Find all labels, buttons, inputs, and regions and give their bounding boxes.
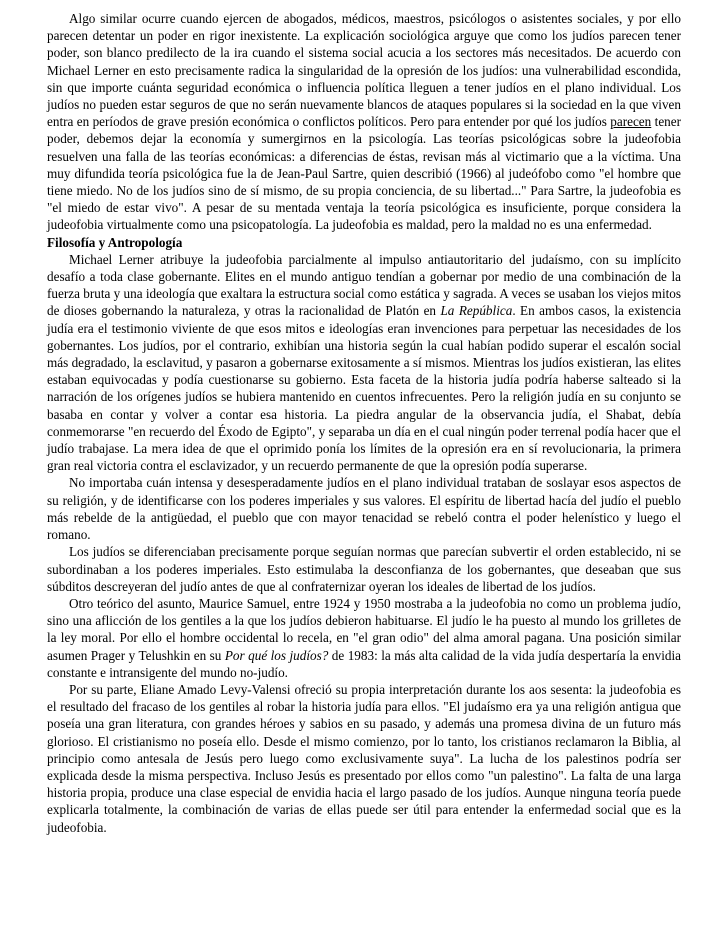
paragraph-sociologia bbox=[47, 10, 681, 234]
section-heading: Filosofía y Antropología bbox=[47, 234, 183, 250]
paragraph-text: Otro teórico del asunto, Maurice Samuel, entre 1924 y 1950 mostraba a la judeofobia no como un problema judío, sino una aflicción de los gentiles a la que los judíos debieron habituarse. El judío le ha puesto al mundo los grilletes de la ley moral. Por ello el hombre occidental lo recela, en "el gran odio" del alma amoral pagana. Una posición similar asumen Prager y Telushkin en su bbox=[47, 595, 681, 663]
paragraph-text: Michael Lerner atribuye la judeofobia parcialmente al impulso antiautoritario del judaísmo, con su implícito desafío a toda clase gobernante. Elites en el mundo antiguo tendían a gobernar por medio de una combinación de la fuerza bruta y una ideología que exaltara la estructura social como estática y sagrada. A veces se usaban los viejos mitos de dioses gobernando la naturaleza, y otras la racionalidad de Platón en bbox=[47, 251, 681, 319]
paragraph-text: tener poder, debemos dejar la economía y sumergirnos en la psicología. Las teorías psicológicas sobre la judeofobia resuelven una falla de las teorías económicas: a diferencias de éstas, revisan más al victimario que a la víctima. Una muy difundida teoría psicológica fue la de Jean-Paul Sartre, quien describió (1966) al judeófobo como "el hombre que tiene miedo. No de los judíos sino de sí mismo, de su propia conciencia, de su libertad..." Para Sartre, la judeofobia es "el miedo de estar vivo". A pesar de su mentada ventaja la teoría psicológica es insuficiente, porque considera la judeofobia virtualmente como una psicopatología. La judeofobia es maldad, pero la maldad no es una enfermedad. bbox=[47, 114, 682, 233]
paragraph-lerner bbox=[47, 251, 681, 475]
paragraph-text: de 1983: la más alta calidad de la vida judía despertaría la envidia constante e intransigente del mundo no-judío. bbox=[47, 647, 681, 680]
paragraph-text: . En ambos casos, la existencia judía era el testimonio viviente de que esos mitos e ideologías eran invenciones para perpetuar las necesidades de los gobernantes. Los judíos, por el contrario, exhibían una historia según la cual habían podido superar el escalón social más degradado, la esclavitud, y pasaron a gobernarse exitosamente a sí mismos. Mientras los judíos existieran, las elites estaban equivocadas y podía cuestionarse su gobierno. Esta faceta de la historia judía podría haberse salteado si la narración de los orígenes judíos se hubiera mantenido en cuentos infrecuentes. Pero la religión judía en su conjunto se basaba en contar y volver a contar esa historia. La piedra angular de la observancia judía, el Shabat, debía conmemorarse "en recuerdo del Éxodo de Egipto", y separaba un día en el cual ningún poder terrenal podía hacer que el judío trabajase. La mera idea de que el oprimido ponía los límites de la opresión era en sí revolucionaria, la primera gran real victoria contra el esclavizador, y un recuerdo permanente de que la opresión podía superarse. bbox=[47, 303, 681, 474]
paragraph-samuel bbox=[47, 595, 681, 681]
italic-title: Por qué los judíos? bbox=[224, 647, 329, 663]
underlined-word: parecen bbox=[610, 114, 652, 130]
paragraph-levy-valensi: Por su parte, Eliane Amado Levy-Valensi ofreció su propia interpretación durante los aos sesenta: la judeofobia es el resultado del fracaso de los gentiles al robar la historia judía para ellos. "El judaísmo era ya una religión antigua que poseía una gran literatura, con grandes héroes y sabios en su pasado, y además una promesa divina de un futuro más glorioso. El cristianismo no poseía ello. Desde el mismo comienzo, por lo tanto, los cristianos reclamaron la Biblia, al principio como antesala de Jesús pero luego como exclusivamente suya". La lucha de los palestinos podría ser explicada desde la misma perspectiva. Incluso Jesús es presentado por ellos como "un palestino". La falta de una larga historia propia, produce una clase especial de envidia hacia el largo pasado de los judíos. Aunque ninguna teoría puede explicarla totalmente, la combinación de varias de ellas puede ser útil para entender la enfermedad social que es la judeofobia. bbox=[47, 681, 681, 835]
paragraph-text: Algo similar ocurre cuando ejercen de abogados, médicos, maestros, psicólogos o asistentes sociales, y por ello parecen detentar un poder en rigor inexistente. La explicación sociológica arguye que como los judíos parecen tener poder, son blanco predilecto de la ira cuando el sistema social acucia a los sectores más necesitados. De acuerdo con Michael Lerner en esto precisamente radica la singularidad de la opresión de los judíos: una vulnerabilidad escondida, sin que importe cuánta seguridad económica o influencia política lleguen a tener judíos en el plano individual. Los judíos no pueden estar seguros de que no serán nuevamente blancos de ataques populares si la sociedad en la que viven entra en períodos de grave presión económica o conflictos políticos. Pero para entender por qué los judíos bbox=[47, 11, 681, 130]
document-page bbox=[47, 10, 681, 836]
italic-title: La República bbox=[440, 303, 513, 319]
paragraph-libertad: No importaba cuán intensa y desesperadamente judíos en el plano individual trataban de soslayar esos aspectos de su religión, y de identificarse con los poderes imperiales y sus valores. El espíritu de libertad hacía del judío el pueblo más rebelde de la antigüedad, el pueblo que con mayor tenacidad se rebeló contra el poder helenístico y luego el romano. bbox=[47, 475, 681, 543]
paragraph-diferenciaban: Los judíos se diferenciaban precisamente porque seguían normas que parecían subvertir el orden establecido, ni se subordinaban a los poderes imperiales. Esto estimulaba la desconfianza de los gobernantes, que deseaban que sus súbditos descreyeran del judío antes de que al confraternizar oyeran los ideales de libertad de los judíos. bbox=[47, 544, 681, 594]
